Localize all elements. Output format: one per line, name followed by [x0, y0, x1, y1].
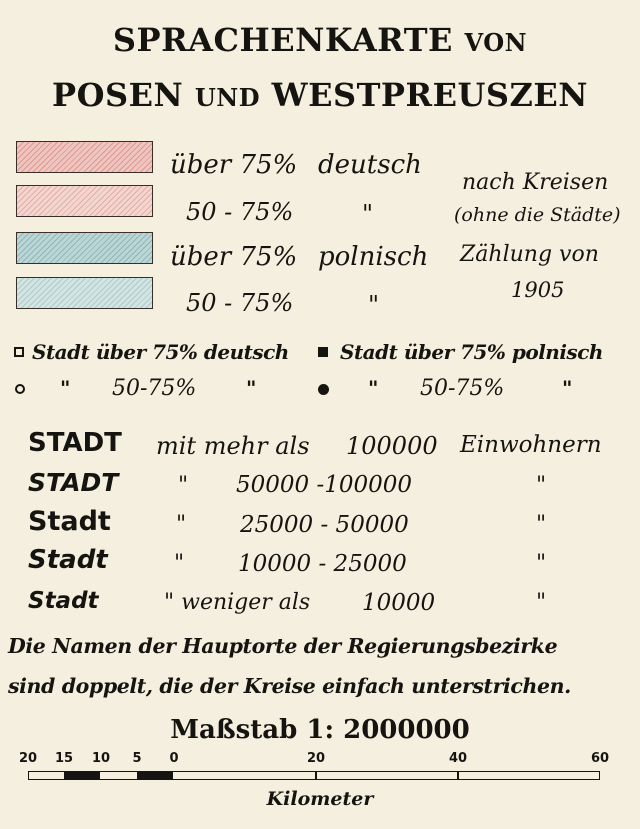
open-square-icon	[14, 347, 24, 357]
scale-bar-segment	[137, 772, 173, 779]
population-class-1-unit: Einwohnern	[460, 432, 602, 458]
map-title-line-1: SPRACHENKARTE VON	[112, 21, 528, 59]
legend-note-3: Zählung von	[460, 242, 599, 267]
polish-over-75-swatch	[16, 232, 153, 264]
population-class-1-range: 100000	[346, 432, 438, 460]
population-class-5-qualifier: " weniger als	[164, 590, 311, 615]
footnote-line-2: sind doppelt, die der Kreise einfach unterstrichen.	[8, 674, 571, 698]
scale-bar-segment	[64, 772, 100, 779]
population-class-1-qualifier: mit mehr als	[156, 432, 310, 460]
city-polish-50-75-label: 50-75%	[420, 376, 505, 401]
legend-language-2: "	[362, 200, 374, 228]
city-german-over-75-label: Stadt über 75% deutsch	[32, 340, 289, 364]
german-over-75-swatch	[16, 141, 153, 173]
legend-language-3: polnisch	[318, 242, 429, 272]
population-class-2-range: 50000 -100000	[236, 472, 413, 498]
scale-tick-60: 60	[590, 751, 610, 766]
scale-tick-15: 15	[54, 751, 74, 766]
legend-threshold-1: über 75%	[170, 150, 298, 180]
city-german-ditto-2: "	[246, 376, 257, 400]
population-class-4-unit: "	[536, 551, 547, 576]
population-class-1-name: STADT	[28, 428, 122, 458]
population-class-4-range: 10000 - 25000	[238, 551, 407, 577]
population-class-3-unit: "	[536, 512, 547, 537]
scale-tick-0: 0	[169, 751, 179, 766]
population-class-4-qualifier: "	[174, 551, 185, 576]
population-class-3-qualifier: "	[176, 512, 187, 537]
legend-threshold-4: 50 - 75%	[186, 289, 294, 317]
legend-note-1: nach Kreisen	[462, 170, 609, 195]
scale-unit: Kilometer	[266, 788, 374, 810]
german-50-75-swatch	[16, 185, 153, 217]
map-title-line-2: POSEN UND WESTPREUSZEN	[52, 76, 588, 114]
population-class-2-unit: "	[536, 473, 547, 498]
polish-50-75-swatch	[16, 277, 153, 309]
legend-note-4: 1905	[511, 278, 565, 302]
population-class-5-range: 10000	[362, 590, 436, 616]
footnote-line-1: Die Namen der Hauptorte der Regierungsbezirke	[8, 634, 558, 658]
population-class-5-unit: "	[536, 590, 547, 615]
scale-tick-10: 10	[91, 751, 111, 766]
scale-tick-5: 5	[132, 751, 142, 766]
population-class-3-range: 25000 - 50000	[240, 512, 409, 538]
open-circle-icon	[15, 384, 25, 394]
legend-note-2: (ohne die Städte)	[454, 204, 621, 226]
filled-square-icon	[318, 347, 328, 357]
city-polish-ditto: "	[368, 376, 379, 400]
scale-label: Maßstab 1: 2000000	[170, 715, 470, 745]
city-german-ditto: "	[60, 376, 71, 400]
scale-bar	[28, 771, 600, 780]
scale-bar-divider	[457, 772, 459, 779]
scale-tick-40: 40	[448, 751, 468, 766]
scale-bar-divider	[315, 772, 317, 779]
filled-circle-icon	[318, 384, 329, 395]
city-polish-ditto-2: "	[562, 376, 573, 400]
city-polish-over-75-label: Stadt über 75% polnisch	[340, 340, 603, 364]
legend-threshold-2: 50 - 75%	[186, 198, 294, 226]
legend-threshold-3: über 75%	[170, 242, 298, 272]
scale-tick-20: 20	[306, 751, 326, 766]
population-class-2-qualifier: "	[178, 473, 189, 498]
population-class-3-name: Stadt	[28, 506, 111, 537]
scale-tick-20-left: 20	[18, 751, 38, 766]
population-class-4-name: Stadt	[28, 545, 108, 575]
population-class-5-name: Stadt	[28, 588, 99, 614]
legend-language-4: "	[368, 291, 380, 319]
legend-language-1: deutsch	[318, 150, 422, 180]
population-class-2-name: STADT	[28, 468, 119, 497]
city-german-50-75-label: 50-75%	[112, 376, 197, 401]
